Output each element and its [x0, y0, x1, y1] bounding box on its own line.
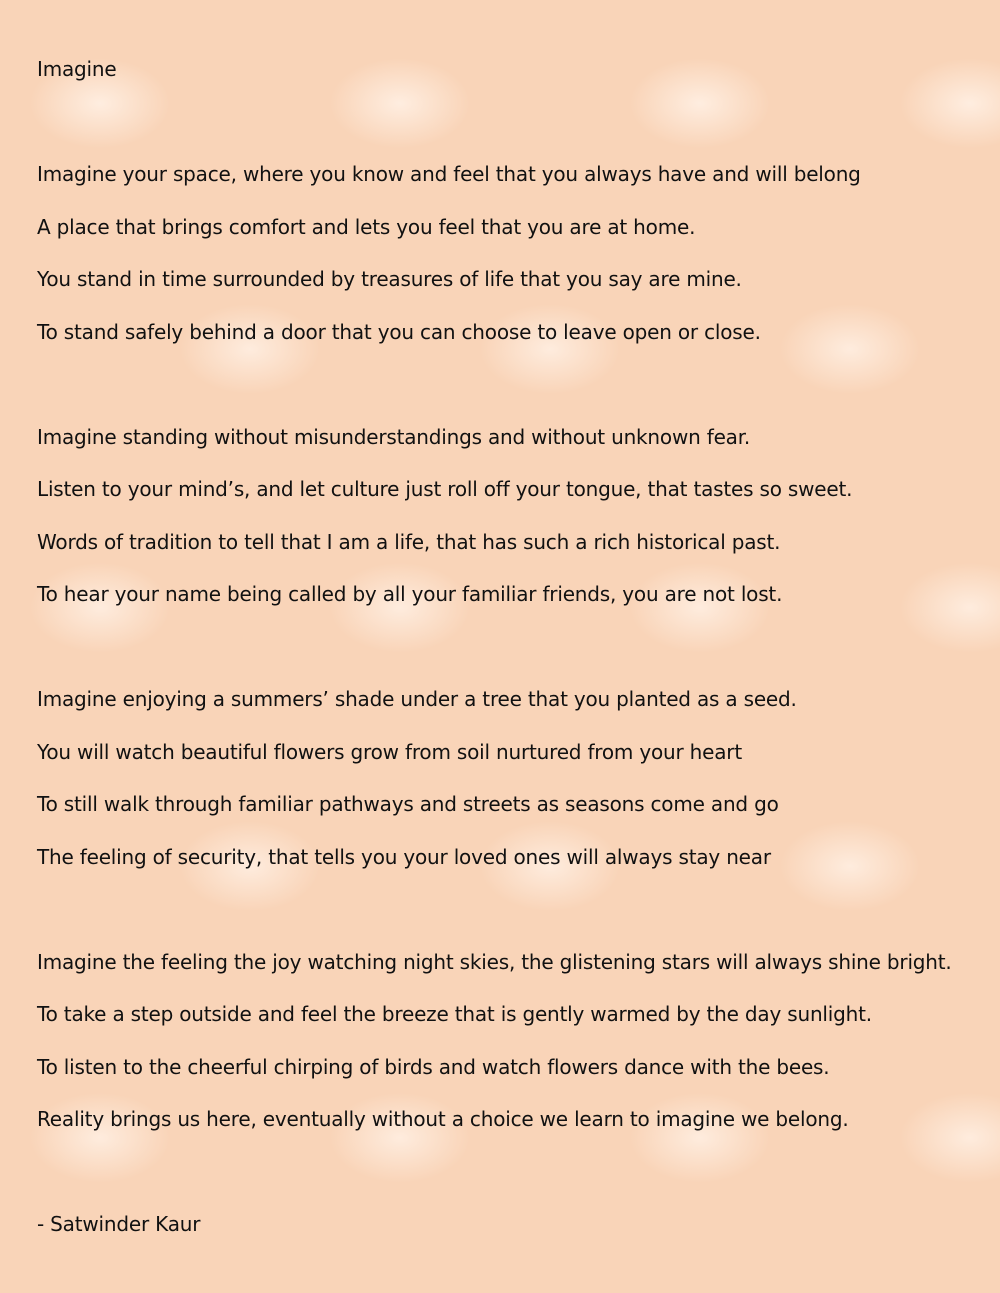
poem-line: Imagine standing without misunderstandings and without unknown fear.	[37, 424, 751, 449]
stanza-spacer	[37, 358, 987, 411]
poem-line: Imagine your space, where you know and feel that you always have and will belong	[37, 162, 861, 186]
poem-page	[37, 43, 987, 1251]
stanza-3	[37, 673, 987, 883]
poem-line: Words of tradition to tell that I am a life, that has such a rich historical past.	[37, 529, 781, 554]
poem-line: A place that brings comfort and lets you feel that you are at home.	[37, 214, 696, 239]
poem-line: Listen to your mind’s, and let culture just roll off your tongue, that tastes so sweet.	[37, 477, 853, 501]
poem-line: You will watch beautiful flowers grow from soil nurtured from your heart	[37, 739, 742, 764]
stanza-4	[37, 936, 987, 1146]
poem-title: Imagine	[37, 57, 117, 81]
stanza-spacer	[37, 621, 987, 674]
poem-line: To still walk through familiar pathways and streets as seasons come and go	[37, 792, 779, 816]
poem-line: You stand in time surrounded by treasures of life that you say are mine.	[37, 267, 742, 291]
poem-line: To listen to the cheerful chirping of birds and watch flowers dance with the bees.	[37, 1054, 830, 1079]
poem-line: The feeling of security, that tells you your loved ones will always stay near	[37, 844, 771, 869]
stanza-1	[37, 148, 987, 358]
poem-line: Imagine the feeling the joy watching night skies, the glistening stars will always shine bright.	[37, 949, 952, 974]
stanza-2	[37, 411, 987, 621]
poem-line: Reality brings us here, eventually without a choice we learn to imagine we belong.	[37, 1107, 849, 1131]
poem-line: To take a step outside and feel the breeze that is gently warmed by the day sunlight.	[37, 1002, 872, 1026]
poem-line: To stand safely behind a door that you can choose to leave open or close.	[37, 319, 761, 344]
stanza-spacer	[37, 883, 987, 936]
poem-line: To hear your name being called by all your familiar friends, you are not lost.	[37, 582, 783, 606]
stanza-spacer	[37, 96, 987, 149]
poem-line: Imagine enjoying a summers’ shade under a tree that you planted as a seed.	[37, 687, 797, 711]
stanza-spacer	[37, 1146, 987, 1199]
poem-author: - Satwinder Kaur	[37, 1212, 201, 1236]
